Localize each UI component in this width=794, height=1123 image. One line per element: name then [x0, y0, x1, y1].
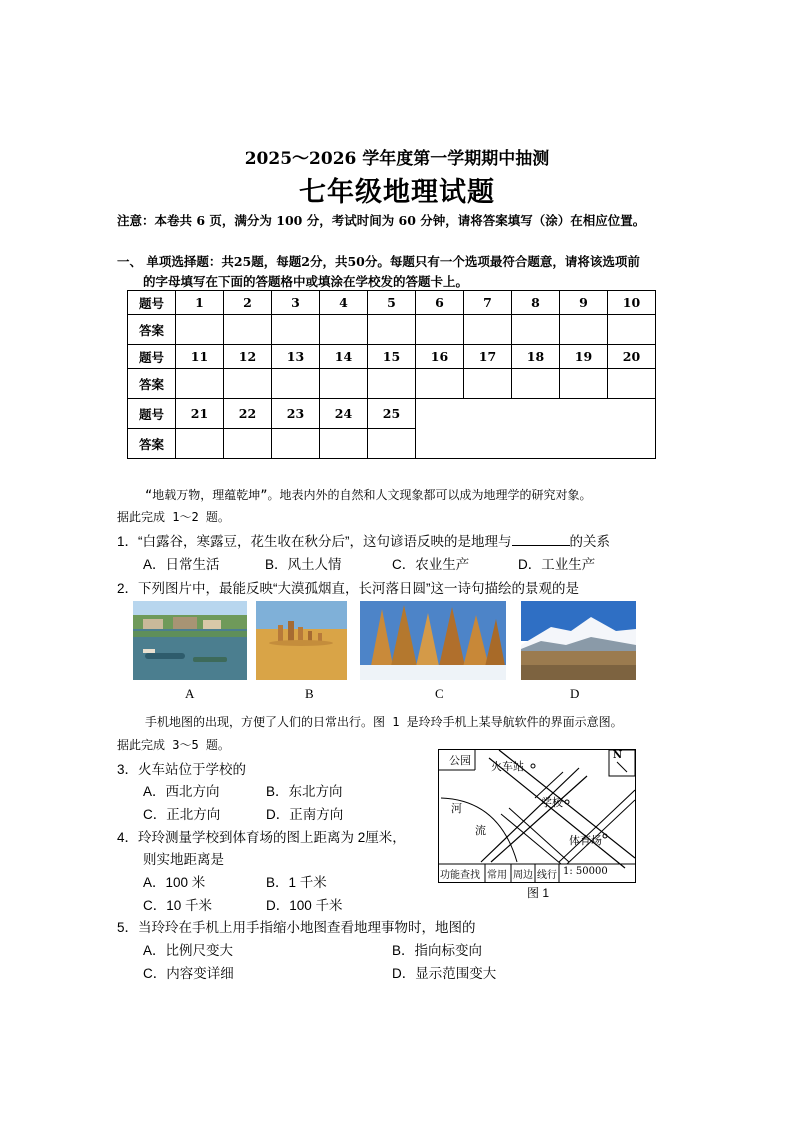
answer-cell[interactable] — [224, 369, 272, 399]
question-number: 4 — [320, 291, 368, 315]
section-one-instructions — [117, 252, 640, 292]
q5-option-a: A．比例尺变大 — [143, 943, 234, 958]
q5-option-d: D．显示范围变大 — [392, 966, 497, 981]
question-number: 19 — [560, 345, 608, 369]
question-number: 23 — [272, 399, 320, 429]
map-label-station: 火车站 — [491, 760, 524, 773]
intro-1-line1: “地载万物，理蕴乾坤”。地表内外的自然和人文现象都可以成为地理学的研究对象。 — [145, 488, 592, 502]
intro-2-line2: 据此完成 3～5 题。 — [117, 738, 230, 752]
answer-cell[interactable] — [368, 369, 416, 399]
q5-option-c: C．内容变详细 — [143, 966, 234, 981]
answer-cell[interactable] — [320, 369, 368, 399]
q4-option-c: C．10 千米 — [143, 898, 213, 913]
question-number: 8 — [512, 291, 560, 315]
map-label-river-1: 河 — [451, 802, 462, 815]
question-number: 18 — [512, 345, 560, 369]
question-number: 17 — [464, 345, 512, 369]
north-arrow-icon: N — [613, 750, 623, 761]
q1-option-c: C．农业生产 — [392, 557, 470, 572]
answer-cell[interactable] — [560, 369, 608, 399]
answer-cell[interactable] — [368, 429, 416, 459]
q4-option-b: B．1 千米 — [266, 875, 327, 890]
answer-cell[interactable] — [560, 315, 608, 345]
map-button-search[interactable]: 功能查找 — [440, 870, 480, 881]
question-number: 3 — [272, 291, 320, 315]
row-label: 题号 — [128, 291, 176, 315]
answer-cell[interactable] — [416, 315, 464, 345]
answer-label: 答案 — [128, 369, 176, 399]
question-3-stem: 3．火车站位于学校的 — [117, 762, 247, 777]
question-number: 6 — [416, 291, 464, 315]
q1-option-a: A．日常生活 — [143, 557, 220, 572]
q3-option-d: D．正南方向 — [266, 807, 344, 822]
answer-cell[interactable] — [272, 369, 320, 399]
q3-option-c: C．正北方向 — [143, 807, 221, 822]
question-number: 1 — [176, 291, 224, 315]
map-roads — [439, 750, 635, 882]
question-number: 13 — [272, 345, 320, 369]
answer-cell[interactable] — [176, 315, 224, 345]
map-label-river-2: 流 — [475, 824, 486, 837]
question-number: 25 — [368, 399, 416, 429]
photo-label-b: B — [305, 686, 314, 701]
answer-cell[interactable] — [608, 369, 656, 399]
question-1-stem-a: 1．“白露谷，寒露豆，花生收在秋分后”，这句谚语反映的是地理与 — [117, 534, 512, 549]
question-number: 12 — [224, 345, 272, 369]
question-1-stem — [117, 530, 610, 550]
map-button-nearby[interactable]: 周边 — [513, 870, 533, 881]
answer-cell[interactable] — [224, 315, 272, 345]
figure-caption: 图 1 — [527, 886, 550, 900]
exam-year-title: 2025～2026 学年度第一学期期中抽测 — [244, 149, 550, 169]
photo-snow-mountain — [521, 601, 636, 680]
answer-cell[interactable] — [464, 315, 512, 345]
answer-cell[interactable] — [512, 369, 560, 399]
q5-option-b: B．指向标变向 — [392, 943, 483, 958]
answer-cell[interactable] — [272, 315, 320, 345]
answer-cell[interactable] — [224, 429, 272, 459]
photo-label-d: D — [570, 686, 580, 701]
section-one-line1: 一、 单项选择题：共25题，每题2分，共50分。每题只有一个选项最符合题意，请将该选项前 — [117, 254, 640, 269]
intro-1-line2: 据此完成 1～2 题。 — [117, 510, 230, 524]
q3-option-a: A．西北方向 — [143, 784, 220, 799]
question-number: 2 — [224, 291, 272, 315]
answer-cell[interactable] — [608, 315, 656, 345]
row-label: 题号 — [128, 345, 176, 369]
question-4-stem-line2: 则实地距离是 — [143, 852, 224, 867]
row-label: 题号 — [128, 399, 176, 429]
answer-cell[interactable] — [512, 315, 560, 345]
question-number: 7 — [464, 291, 512, 315]
photo-label-c: C — [435, 686, 444, 701]
intro-2-line1: 手机地图的出现，方便了人们的日常出行。图 1 是玲玲手机上某导航软件的界面示意图。 — [145, 715, 623, 729]
question-number: 5 — [368, 291, 416, 315]
answer-label: 答案 — [128, 429, 176, 459]
question-number: 24 — [320, 399, 368, 429]
question-number: 10 — [608, 291, 656, 315]
answer-cell[interactable] — [176, 429, 224, 459]
answer-grid — [127, 290, 656, 459]
exam-title: 七年级地理试题 — [299, 177, 495, 208]
q1-option-d: D．工业生产 — [518, 557, 596, 572]
answer-cell[interactable] — [272, 429, 320, 459]
map-button-common[interactable]: 常用 — [487, 870, 507, 881]
map-label-school: 学校 — [541, 796, 563, 809]
map-button-route[interactable]: 线行 — [537, 870, 557, 881]
answer-cell[interactable] — [416, 369, 464, 399]
question-number: 11 — [176, 345, 224, 369]
question-5-stem: 5．当玲玲在手机上用手指缩小地图查看地理事物时，地图的 — [117, 920, 476, 935]
exam-notice: 注意：本卷共 6 页，满分为 100 分，考试时间为 60 分钟，请将答案填写（涂）在相应位置。 — [117, 213, 646, 228]
q4-option-a: A．100 米 — [143, 875, 206, 890]
question-number: 22 — [224, 399, 272, 429]
answer-cell[interactable] — [176, 369, 224, 399]
fill-blank[interactable] — [512, 533, 570, 546]
q3-option-b: B．东北方向 — [266, 784, 343, 799]
answer-cell[interactable] — [320, 429, 368, 459]
photo-label-a: A — [185, 686, 195, 701]
question-4-stem: 4．玲玲测量学校到体育场的图上距离为 2厘米， — [117, 830, 406, 845]
question-number: 16 — [416, 345, 464, 369]
map-label-stadium: 体育场 — [569, 834, 602, 847]
photo-lake-village — [133, 601, 247, 680]
section-one-line2: 的字母填写在下面的答题格中或填涂在学校发的答题卡上。 — [143, 274, 469, 289]
answer-cell[interactable] — [368, 315, 416, 345]
photo-desert — [256, 601, 347, 680]
answer-label: 答案 — [128, 315, 176, 345]
question-number: 15 — [368, 345, 416, 369]
map-scale: 1: 50000 — [563, 866, 608, 877]
question-number: 21 — [176, 399, 224, 429]
navigation-map-figure — [438, 749, 636, 883]
q4-option-d: D．100 千米 — [266, 898, 343, 913]
q1-option-b: B．风土人情 — [265, 557, 342, 572]
answer-cell[interactable] — [320, 315, 368, 345]
photo-larch-forest — [360, 601, 506, 680]
map-label-park: 公园 — [449, 754, 471, 767]
question-number: 9 — [560, 291, 608, 315]
question-number: 14 — [320, 345, 368, 369]
empty-block — [416, 399, 656, 459]
question-2-stem: 2．下列图片中，最能反映“大漠孤烟直，长河落日圆”这一诗句描绘的景观的是 — [117, 581, 579, 596]
question-number: 20 — [608, 345, 656, 369]
answer-cell[interactable] — [464, 369, 512, 399]
question-1-stem-b: 的关系 — [569, 534, 610, 549]
